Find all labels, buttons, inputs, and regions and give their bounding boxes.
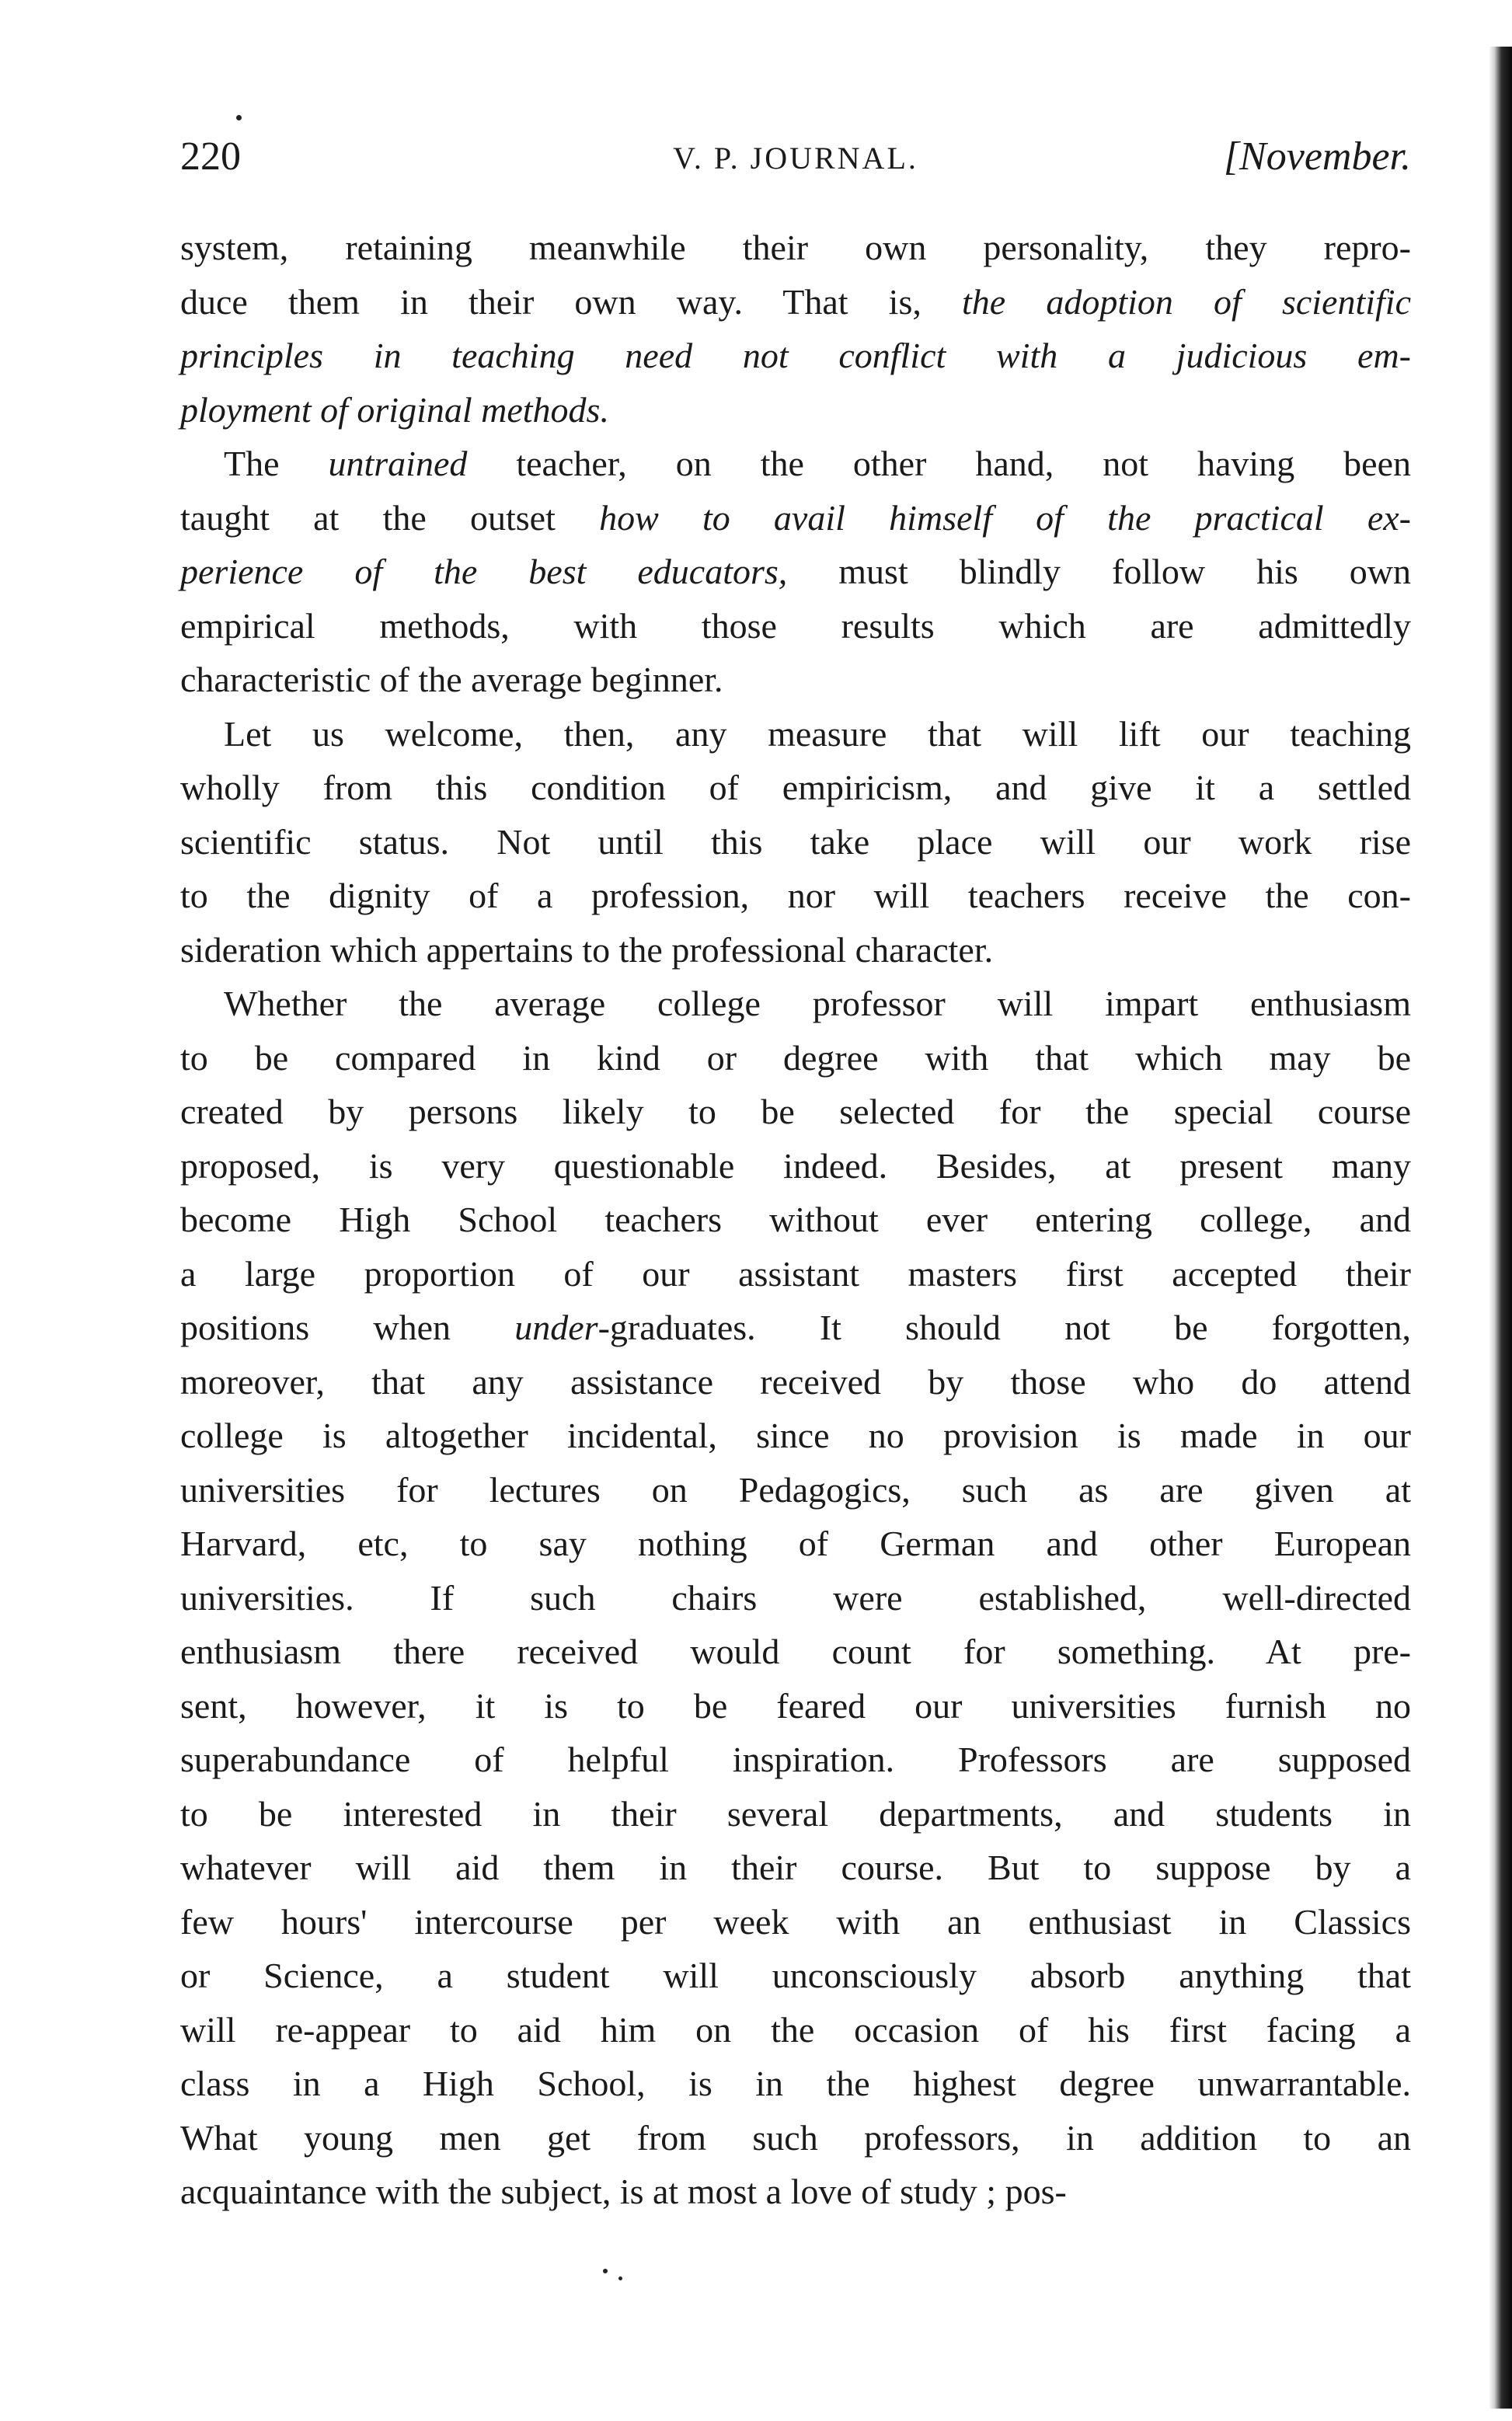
paragraph <box>180 221 1411 437</box>
text-run: empirical methods, with those results which are admittedly <box>180 605 1411 646</box>
text-run: What young men get from such professors, in addition to an <box>180 2117 1411 2158</box>
text-run: taught at the outset <box>180 497 600 538</box>
paragraph <box>180 437 1411 707</box>
text-line <box>180 491 1411 545</box>
text-run: to be interested in their several departments, and students in <box>180 1793 1411 1834</box>
text-line <box>180 1463 1411 1517</box>
text-line <box>180 1679 1411 1733</box>
text-line <box>180 437 1411 491</box>
italic-run: how to avail himself of the practical ex- <box>599 497 1411 538</box>
text-line <box>180 977 1411 1031</box>
italic-run: the adoption of scientific <box>962 281 1412 322</box>
ink-speck <box>603 2269 608 2273</box>
text-line <box>180 383 1411 437</box>
text-line <box>180 1625 1411 1679</box>
text-run: few hours' intercourse per week with an enthusiast in Classics <box>180 1901 1411 1942</box>
text-run: Let us welcome, then, any measure that will lift our teaching <box>224 713 1411 754</box>
text-line <box>180 2165 1411 2219</box>
italic-run: ployment of original methods. <box>180 389 609 430</box>
text-line <box>180 329 1411 383</box>
text-line <box>180 1571 1411 1625</box>
text-line <box>180 1895 1411 1949</box>
text-line <box>180 599 1411 653</box>
text-run: college is altogether incidental, since no provision is made in our <box>180 1416 1411 1455</box>
text-run: superabundance of helpful inspiration. Professors are supposed <box>180 1740 1411 1779</box>
text-line <box>180 815 1411 869</box>
page-number: 220 <box>180 134 241 179</box>
page-binding-edge <box>1489 47 1512 2409</box>
text-line <box>180 2057 1411 2111</box>
text-run: duce them in their own way. That is, <box>180 281 962 322</box>
text-line <box>180 1409 1411 1463</box>
text-run: The <box>224 444 329 483</box>
text-line <box>180 923 1411 977</box>
text-run: enthusiasm there received would count for something. At pre- <box>180 1632 1411 1671</box>
text-line <box>180 869 1411 923</box>
text-run: to be compared in kind or degree with that which may be <box>180 1037 1411 1078</box>
text-run: system, retaining meanwhile their own personality, they repro- <box>180 228 1411 267</box>
text-run: acquaintance with the subject, is at most a love of study ; pos- <box>180 2172 1067 2211</box>
text-line <box>180 1193 1411 1247</box>
text-run: wholly from this condition of empiricism, and give it a settled <box>180 768 1411 807</box>
text-run: universities for lectures on Pedagogics, such as are given at <box>180 1469 1411 1510</box>
text-line <box>180 761 1411 815</box>
text-line <box>180 2111 1411 2165</box>
ink-speck <box>618 2276 622 2280</box>
text-run: created by persons likely to be selected for the special course <box>180 1092 1411 1131</box>
text-run: or Science, a student will unconsciously absorb anything that <box>180 1956 1411 1995</box>
text-run: class in a High School, is in the highest degree unwarrantable. <box>180 2064 1411 2103</box>
text-line <box>180 1949 1411 2003</box>
text-run: will re-appear to aid him on the occasion of his first facing a <box>180 2009 1411 2050</box>
paragraph <box>180 977 1411 2219</box>
text-run: sent, however, it is to be feared our universities furnish no <box>180 1685 1411 1726</box>
text-line <box>180 1787 1411 1841</box>
text-run: whatever will aid them in their course. But to suppose by a <box>180 1848 1411 1887</box>
text-line <box>180 1355 1411 1409</box>
text-run: moreover, that any assistance received by those who do attend <box>180 1361 1411 1402</box>
text-run: become High School teachers without ever entering college, and <box>180 1200 1411 1239</box>
text-run: Whether the average college professor will impart enthusiasm <box>224 984 1411 1023</box>
text-run: teacher, on the other hand, not having been <box>467 444 1411 483</box>
text-line <box>180 221 1411 275</box>
text-run: characteristic of the average beginner. <box>180 660 723 699</box>
text-line <box>180 1031 1411 1085</box>
text-run: scientific status. Not until this take place will our work rise <box>180 821 1411 862</box>
paragraph <box>180 707 1411 977</box>
text-line <box>180 1247 1411 1301</box>
text-line <box>180 1841 1411 1895</box>
text-line <box>180 2003 1411 2057</box>
italic-run: under <box>514 1308 598 1347</box>
text-run: must blindly follow his own <box>787 552 1411 591</box>
text-line <box>180 1517 1411 1571</box>
text-line <box>180 653 1411 707</box>
text-line <box>180 545 1411 599</box>
text-run: positions when <box>180 1308 515 1347</box>
body-text <box>180 221 1411 2219</box>
text-run: proposed, is very questionable indeed. Besides, at present many <box>180 1145 1411 1186</box>
italic-run: perience of the best educators, <box>180 552 788 591</box>
text-line <box>180 1301 1411 1355</box>
text-run: -graduates. It should not be forgotten, <box>597 1308 1411 1347</box>
text-run: universities. If such chairs were established, well-directed <box>180 1577 1411 1618</box>
italic-run: principles in teaching need not conflict with a judicious em- <box>180 336 1411 375</box>
italic-run: untrained <box>328 444 468 483</box>
text-run: Harvard, etc, to say nothing of German and other European <box>180 1524 1411 1563</box>
text-line <box>180 1085 1411 1139</box>
ink-speck <box>236 115 242 120</box>
running-header <box>180 134 1411 188</box>
journal-title: V. P. JOURNAL. <box>673 141 918 176</box>
text-line <box>180 275 1411 329</box>
issue-month: [November. <box>1223 134 1411 179</box>
text-run: sideration which appertains to the professional character. <box>180 929 994 970</box>
text-line <box>180 1733 1411 1787</box>
text-run: a large proportion of our assistant masters first accepted their <box>180 1253 1411 1294</box>
text-run: to the dignity of a profession, nor will teachers receive the con- <box>180 876 1411 915</box>
text-line <box>180 1139 1411 1193</box>
text-line <box>180 707 1411 761</box>
